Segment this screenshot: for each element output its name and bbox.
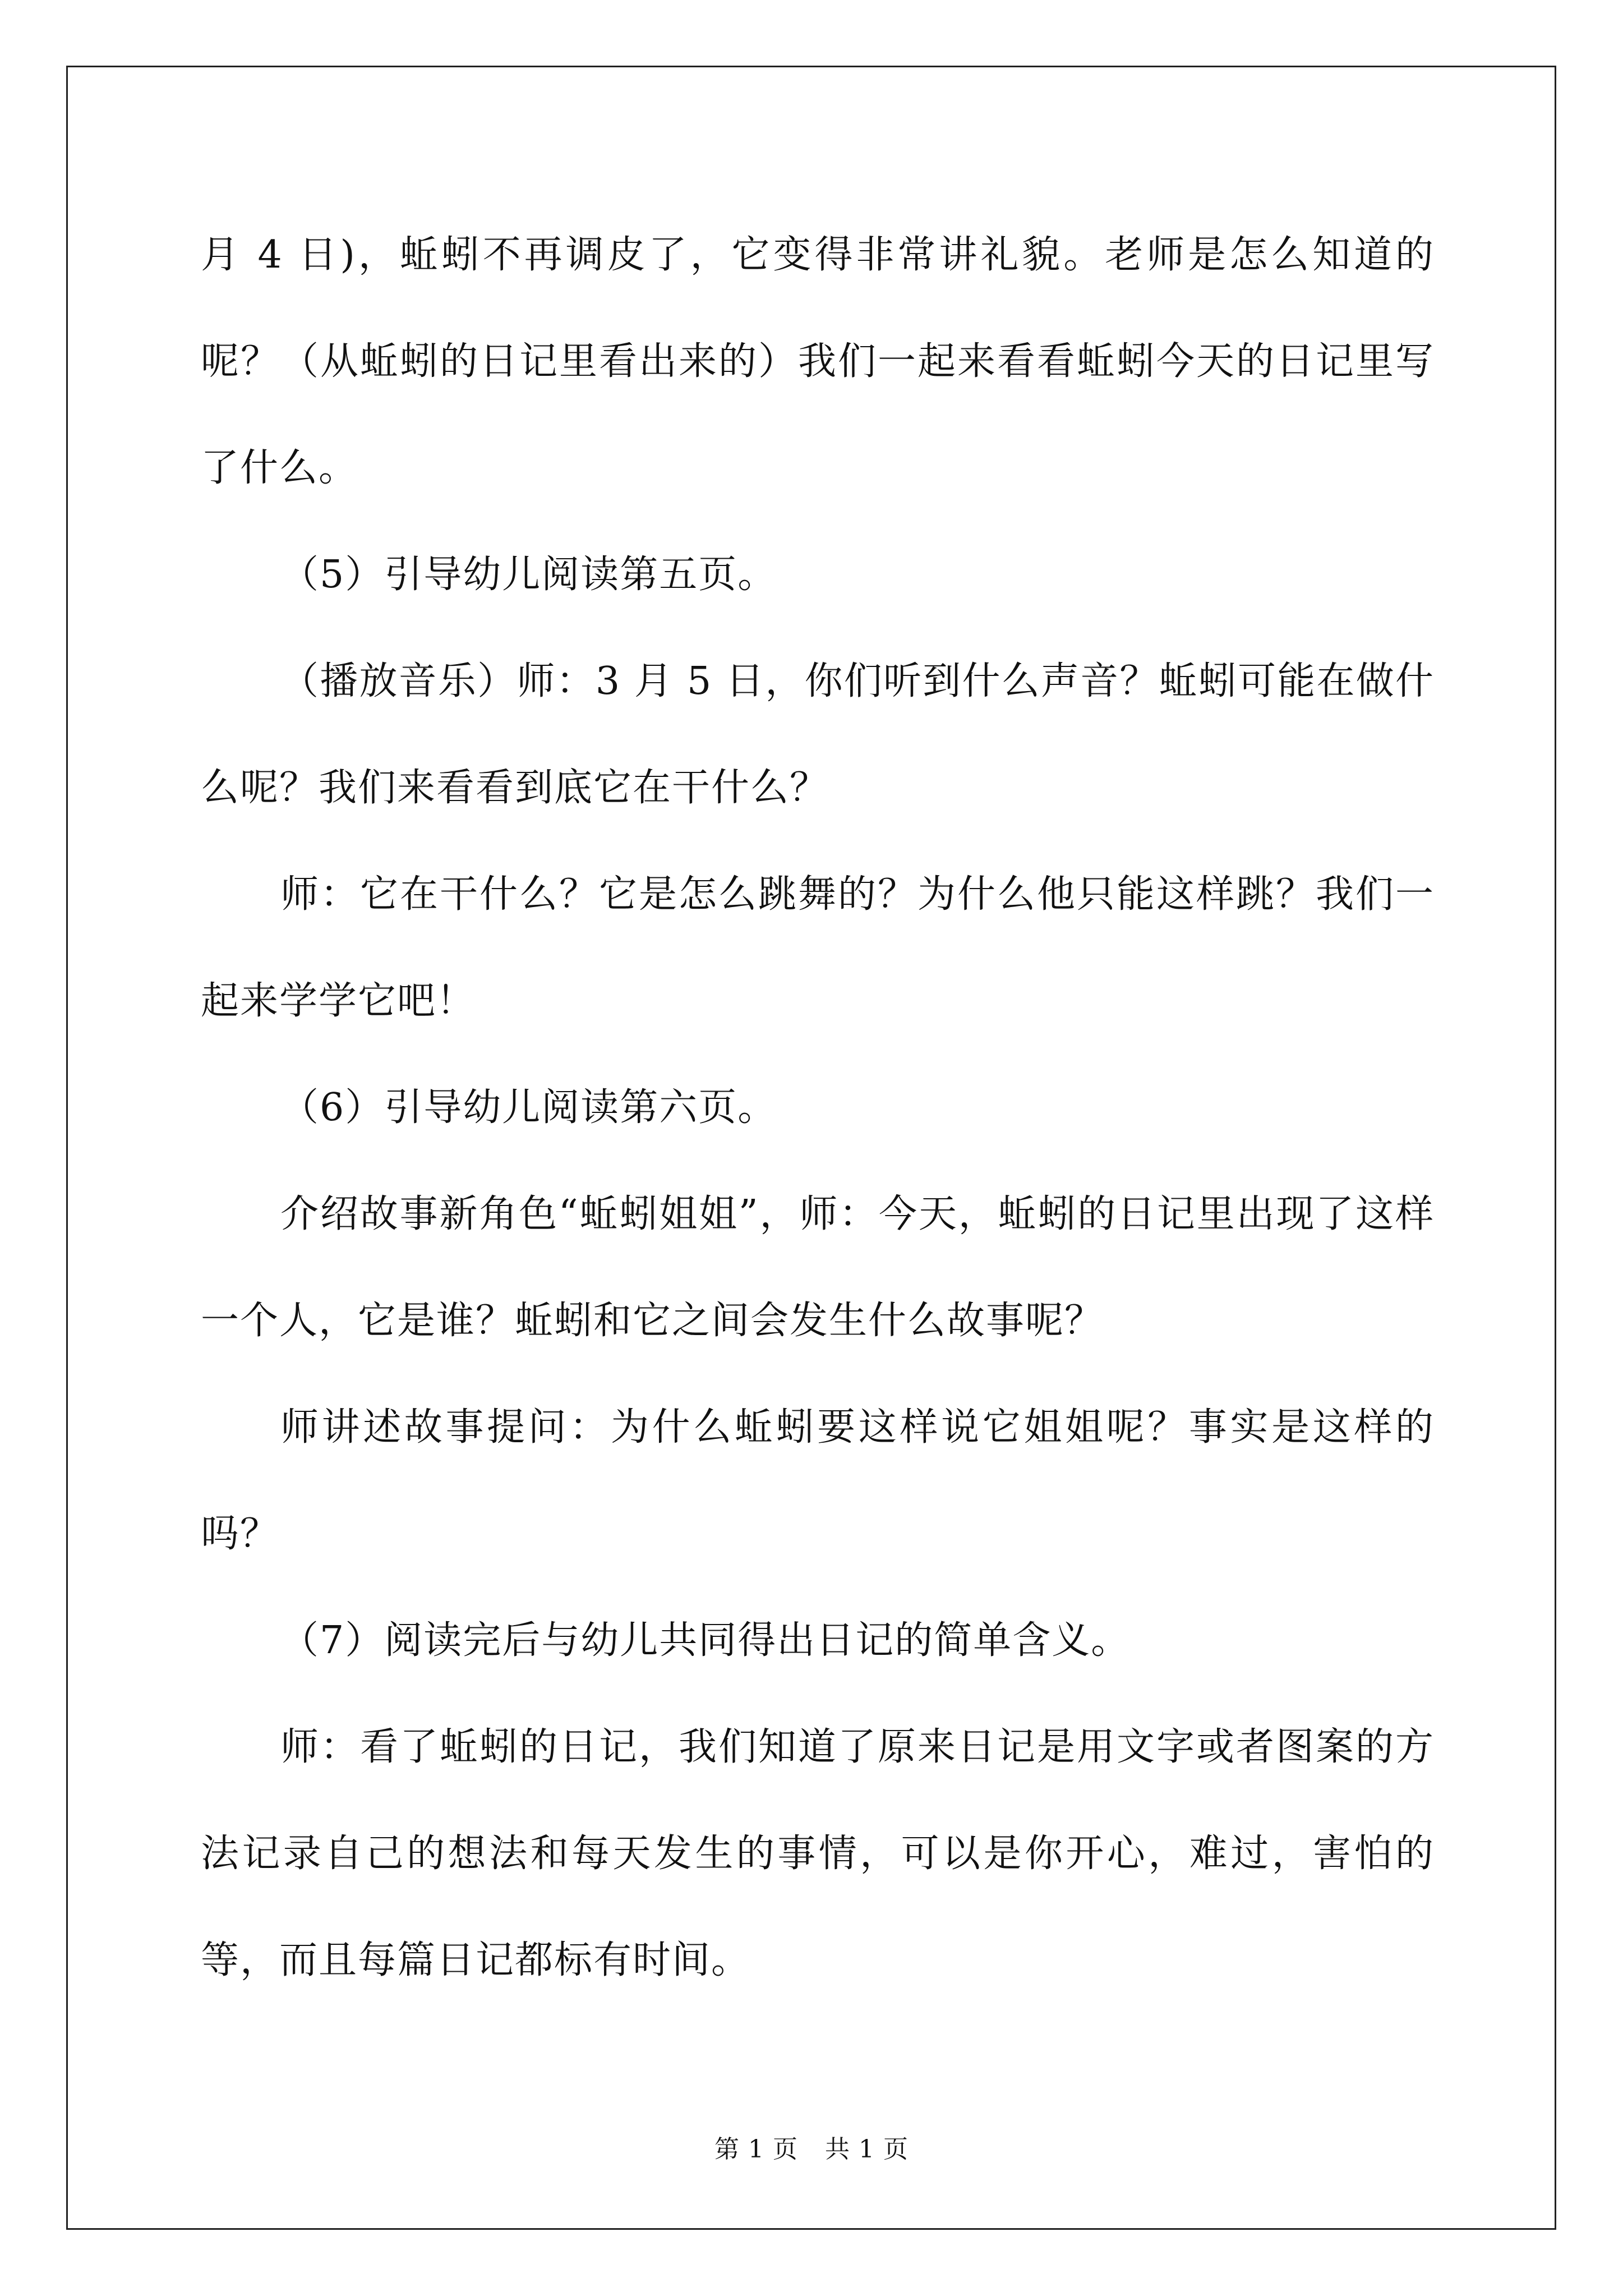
page-footer [0, 2129, 1623, 2165]
paragraph-step-5: （5）引导幼儿阅读第五页。 [280, 553, 777, 597]
paragraph-step-6: （6）引导幼儿阅读第六页。 [280, 1085, 777, 1130]
paragraph-step-7: （7）阅读完后与幼儿共同得出日记的简单含义。 [280, 1618, 1131, 1663]
document-body [201, 202, 1435, 2014]
paragraph-continuation: 月 4 日)，蚯蚓不再调皮了，它变得非常讲礼貌。老师是怎么知道的呢？（从蚯蚓的日记里看出来的）我们一起来看看蚯蚓今天的日记里写了什么。 [201, 233, 1435, 490]
paragraph-question: 师讲述故事提问：为什么蚯蚓要这样说它姐姐呢？事实是这样的吗？ [201, 1405, 1435, 1556]
paragraph-music: （播放音乐）师：3 月 5 日，你们听到什么声音？蚯蚓可能在做什么呢？我们来看看到底它在干什么？ [201, 659, 1435, 810]
page-number: 第 1 页 [714, 2135, 798, 2164]
paragraph-diary-meaning: 师：看了蚯蚓的日记，我们知道了原来日记是用文字或者图案的方法记录自己的想法和每天发生的事情，可以是你开心，难过，害怕的等，而且每篇日记都标有时间。 [201, 1725, 1435, 1982]
paragraph-dance: 师：它在干什么？它是怎么跳舞的？为什么他只能这样跳？我们一起来学学它吧！ [201, 872, 1435, 1023]
page-total: 共 1 页 [825, 2135, 909, 2164]
paragraph-new-character: 介绍故事新角色“蚯蚓姐姐”，师：今天，蚯蚓的日记里出现了这样一个人，它是谁？蚯蚓和它之间会发生什么故事呢？ [201, 1192, 1435, 1343]
